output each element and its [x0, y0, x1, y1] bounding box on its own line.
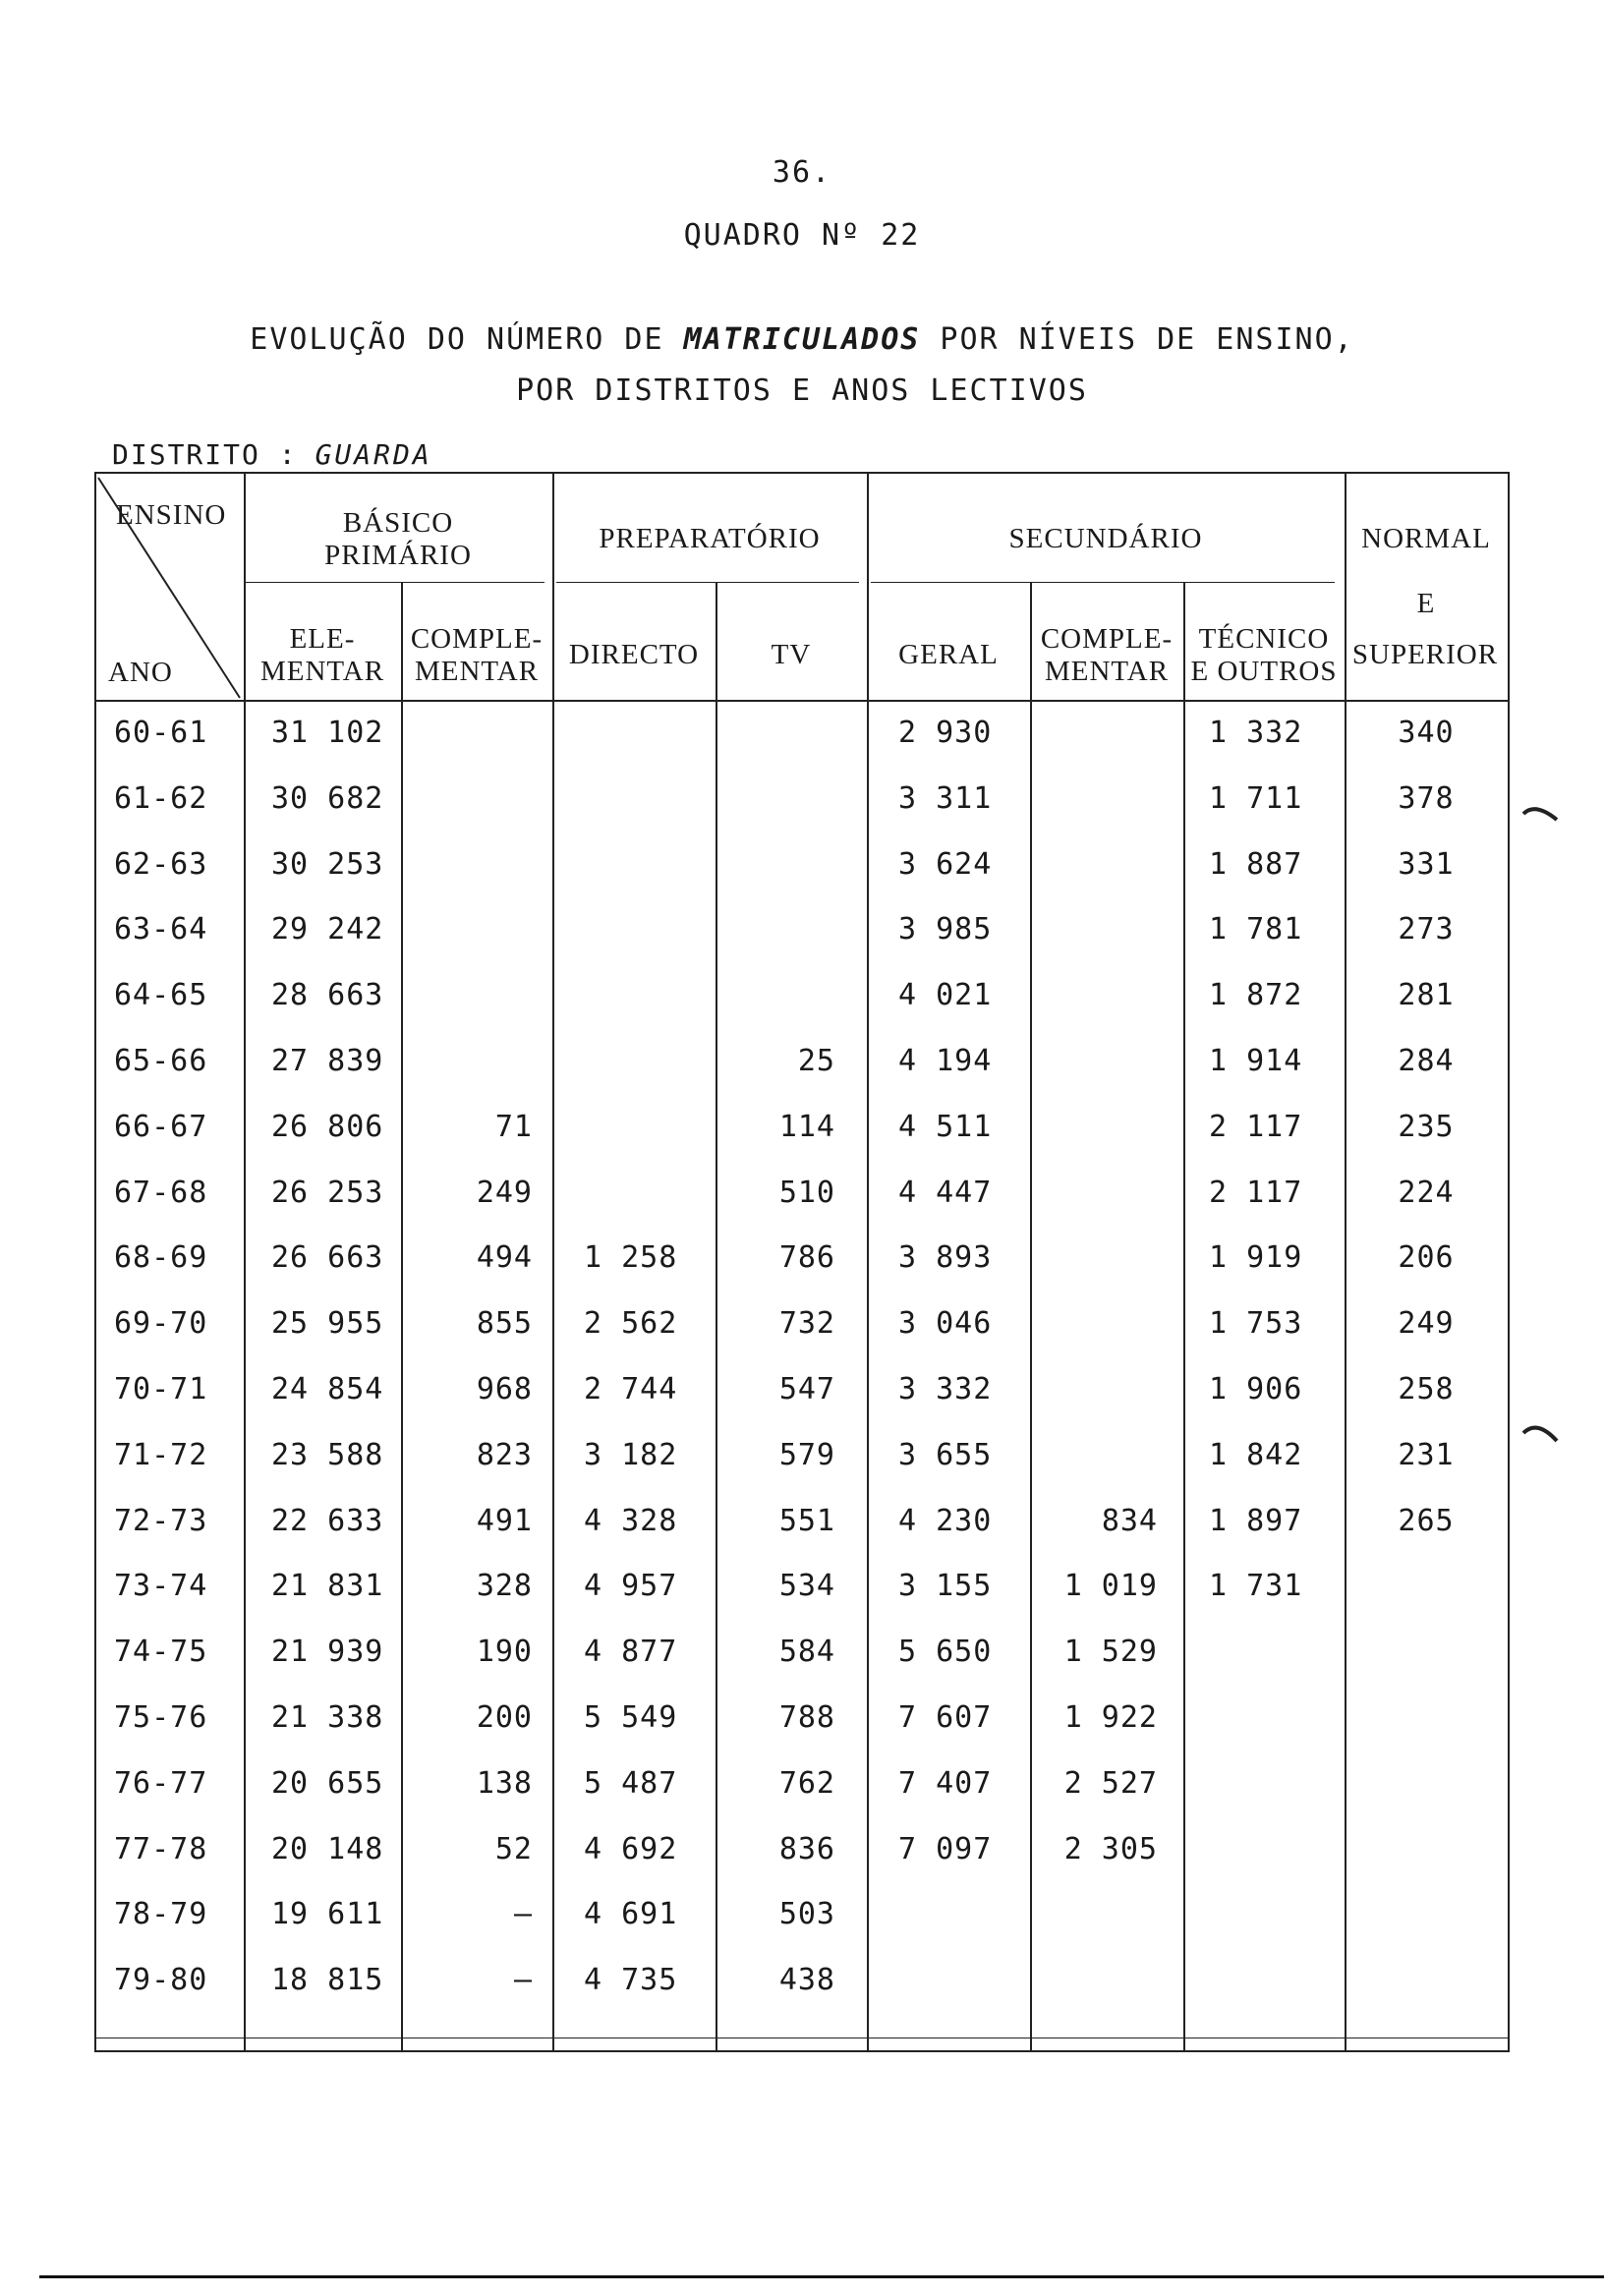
- cell-tv: 732: [778, 1306, 835, 1341]
- scan-mark-2: [1521, 1417, 1561, 1447]
- cell-directo: 4 691: [584, 1897, 678, 1931]
- cell-elementar: 18 815: [271, 1963, 384, 1997]
- cell-ano: 61-62: [114, 781, 208, 816]
- cell-sec-complementar: [1030, 1436, 1158, 1475]
- cell-elementar: 19 611: [271, 1897, 384, 1931]
- header-tecnico-line2: E OUTROS: [1190, 656, 1338, 687]
- cell-directo: [584, 976, 712, 1015]
- cell-directo: 4 328: [584, 1504, 678, 1538]
- header-basico-line1: BÁSICO: [342, 507, 454, 539]
- cell-directo: 4 957: [584, 1569, 678, 1603]
- cell-sec-complementar: 834: [1101, 1504, 1158, 1538]
- cell-elementar: 26 806: [271, 1110, 384, 1144]
- col-rule-0: [94, 472, 96, 2052]
- header-secundario: SECUNDÁRIO: [1008, 523, 1203, 554]
- cell-ano: 63-64: [114, 912, 208, 947]
- cell-sec-complementar: [1030, 1370, 1158, 1409]
- cell-sec-complementar: 1 019: [1063, 1569, 1158, 1603]
- cell-elementar: 20 655: [271, 1766, 384, 1801]
- cell-ano: 72-73: [114, 1504, 208, 1538]
- cell-elementar: 21 338: [271, 1700, 384, 1735]
- cell-complementar: 823: [476, 1438, 533, 1472]
- cell-tv: 114: [778, 1110, 835, 1144]
- cell-sec-complementar: [1030, 714, 1158, 753]
- cell-tv: 25: [797, 1044, 835, 1078]
- header-elementar: [244, 623, 401, 688]
- header-preparatorio: PREPARATÓRIO: [599, 523, 821, 554]
- cell-geral: [898, 1961, 1026, 2000]
- header-complementar-line2: MENTAR: [414, 656, 540, 687]
- cell-ano: 71-72: [114, 1438, 208, 1472]
- cell-tv: [716, 910, 835, 949]
- cell-tecnico: 1 919: [1209, 1240, 1303, 1275]
- cell-geral: 3 624: [898, 847, 993, 882]
- cell-geral: 3 332: [898, 1372, 993, 1406]
- district-line: [112, 438, 432, 471]
- table-title-line-2: POR DISTRITOS E ANOS LECTIVOS: [516, 373, 1088, 408]
- header-basico-primario: [244, 507, 552, 572]
- cell-complementar: 855: [476, 1306, 533, 1341]
- cell-sec-complementar: 1 529: [1063, 1635, 1158, 1669]
- cell-ano: 78-79: [114, 1897, 208, 1931]
- cell-tv: 584: [778, 1635, 835, 1669]
- header-elementar-line2: MENTAR: [259, 656, 385, 687]
- cell-tecnico: 1 897: [1209, 1504, 1303, 1538]
- cell-directo: 1 258: [584, 1240, 678, 1275]
- cell-elementar: 23 588: [271, 1438, 384, 1472]
- cell-normal: 249: [1398, 1306, 1455, 1341]
- cell-tv: [716, 779, 835, 819]
- cell-ano: 68-69: [114, 1240, 208, 1275]
- cell-tv: [716, 714, 835, 753]
- cell-ano: 67-68: [114, 1176, 208, 1210]
- header-geral: GERAL: [898, 639, 999, 670]
- cell-directo: [584, 779, 712, 819]
- title-prefix: EVOLUÇÃO DO NÚMERO DE: [250, 322, 684, 357]
- cell-tecnico: 1 906: [1209, 1372, 1303, 1406]
- cell-geral: 4 511: [898, 1110, 993, 1144]
- header-complementar: [401, 623, 552, 688]
- header-complementar-line1: COMPLE-: [410, 623, 544, 655]
- cell-complementar: [401, 976, 533, 1015]
- cell-tecnico: 1 872: [1209, 978, 1303, 1012]
- cell-complementar: [401, 1042, 533, 1081]
- cell-directo: 2 744: [584, 1372, 678, 1406]
- cell-complementar: —: [513, 1897, 533, 1931]
- cell-ano: 73-74: [114, 1569, 208, 1603]
- cell-elementar: 21 939: [271, 1635, 384, 1669]
- cell-tv: [716, 976, 835, 1015]
- cell-ano: 69-70: [114, 1306, 208, 1341]
- cell-elementar: 22 633: [271, 1504, 384, 1538]
- cell-elementar: 21 831: [271, 1569, 384, 1603]
- cell-normal: 340: [1398, 716, 1455, 750]
- cell-complementar: 328: [476, 1569, 533, 1603]
- cell-geral: 7 607: [898, 1700, 993, 1735]
- cell-normal: 378: [1398, 781, 1455, 816]
- header-superior: SUPERIOR: [1351, 639, 1499, 670]
- cell-ano: 70-71: [114, 1372, 208, 1406]
- table-number: QUADRO Nº 22: [683, 218, 921, 253]
- cell-ano: 64-65: [114, 978, 208, 1012]
- cell-directo: [584, 714, 712, 753]
- cell-elementar: 30 682: [271, 781, 384, 816]
- cell-tv: 762: [778, 1766, 835, 1801]
- cell-normal: 206: [1398, 1240, 1455, 1275]
- cell-complementar: —: [513, 1963, 533, 1997]
- cell-sec-complementar: [1030, 1961, 1158, 2000]
- cell-elementar: 29 242: [271, 912, 384, 947]
- header-sec-complementar-line1: COMPLE-: [1040, 623, 1174, 655]
- cell-normal: [1345, 1961, 1508, 2000]
- cell-sec-complementar: [1030, 1042, 1158, 1081]
- cell-ano: 62-63: [114, 847, 208, 882]
- page-number: 36.: [772, 155, 832, 190]
- cell-geral: 7 097: [898, 1832, 993, 1866]
- cell-normal: 284: [1398, 1044, 1455, 1078]
- cell-normal: 231: [1398, 1438, 1455, 1472]
- cell-directo: [584, 1108, 712, 1147]
- cell-complementar: 491: [476, 1504, 533, 1538]
- cell-tecnico: 2 117: [1209, 1110, 1303, 1144]
- cell-sec-complementar: [1030, 910, 1158, 949]
- cell-directo: 5 487: [584, 1766, 678, 1801]
- cell-sec-complementar: [1030, 1174, 1158, 1213]
- cell-elementar: 27 839: [271, 1044, 384, 1078]
- cell-sec-complementar: 1 922: [1063, 1700, 1158, 1735]
- cell-ano: 77-78: [114, 1832, 208, 1866]
- col-rule-1: [244, 472, 246, 2052]
- cell-geral: 3 893: [898, 1240, 993, 1275]
- cell-tecnico: [1209, 1895, 1343, 1934]
- header-basico-line2: PRIMÁRIO: [324, 540, 472, 571]
- cell-complementar: 968: [476, 1372, 533, 1406]
- cell-complementar: 200: [476, 1700, 533, 1735]
- header-e: E: [1416, 588, 1436, 619]
- header-ensino: ENSINO: [116, 499, 227, 531]
- cell-tecnico: 1 731: [1209, 1569, 1303, 1603]
- cell-ano: 79-80: [114, 1963, 208, 1997]
- cell-directo: [584, 845, 712, 885]
- cell-tecnico: [1209, 1764, 1343, 1804]
- cell-geral: 3 046: [898, 1306, 993, 1341]
- col-rule-3: [552, 472, 554, 2052]
- cell-normal: [1345, 1698, 1508, 1738]
- cell-directo: [584, 910, 712, 949]
- cell-tecnico: 1 842: [1209, 1438, 1303, 1472]
- cell-tv: 534: [778, 1569, 835, 1603]
- cell-tecnico: 1 332: [1209, 716, 1303, 750]
- cell-normal: 281: [1398, 978, 1455, 1012]
- cell-ano: 60-61: [114, 716, 208, 750]
- header-elementar-line1: ELE-: [289, 623, 356, 655]
- cell-geral: 5 650: [898, 1635, 993, 1669]
- cell-sec-complementar: [1030, 1895, 1158, 1934]
- cell-tv: 788: [778, 1700, 835, 1735]
- table-title-line-1: [0, 322, 1604, 357]
- cell-tecnico: 1 781: [1209, 912, 1303, 947]
- cell-ano: 74-75: [114, 1635, 208, 1669]
- cell-geral: 3 985: [898, 912, 993, 947]
- cell-normal: [1345, 1830, 1508, 1869]
- cell-tecnico: [1209, 1633, 1343, 1672]
- scan-mark-1: [1521, 798, 1561, 824]
- cell-tv: 579: [778, 1438, 835, 1472]
- cell-normal: 224: [1398, 1176, 1455, 1210]
- table-top-rule: [94, 472, 1510, 474]
- cell-tv: 551: [778, 1504, 835, 1538]
- header-sec-complementar-line2: MENTAR: [1044, 656, 1170, 687]
- cell-elementar: 30 253: [271, 847, 384, 882]
- cell-tv: 438: [778, 1963, 835, 1997]
- cell-geral: 4 021: [898, 978, 993, 1012]
- cell-complementar: [401, 910, 533, 949]
- cell-tecnico: [1209, 1961, 1343, 2000]
- cell-directo: [584, 1174, 712, 1213]
- cell-complementar: [401, 779, 533, 819]
- cell-tecnico: 1 914: [1209, 1044, 1303, 1078]
- cell-tecnico: 1 887: [1209, 847, 1303, 882]
- cell-geral: 4 230: [898, 1504, 993, 1538]
- scan-mark-2-stroke: [1523, 1428, 1557, 1441]
- cell-normal: 258: [1398, 1372, 1455, 1406]
- cell-geral: 3 311: [898, 781, 993, 816]
- header-tv: TV: [771, 639, 812, 670]
- header-rule-secundario: [871, 582, 1335, 583]
- cell-tv: 786: [778, 1240, 835, 1275]
- cell-tecnico: 1 711: [1209, 781, 1303, 816]
- cell-normal: 273: [1398, 912, 1455, 947]
- cell-complementar: 138: [476, 1766, 533, 1801]
- title-emphasis: MATRICULADOS: [683, 322, 921, 357]
- cell-ano: 76-77: [114, 1766, 208, 1801]
- cell-normal: 235: [1398, 1110, 1455, 1144]
- cell-tv: 547: [778, 1372, 835, 1406]
- cell-sec-complementar: [1030, 1108, 1158, 1147]
- cell-geral: [898, 1895, 1026, 1934]
- page-bottom-rule: [39, 2275, 1604, 2278]
- cell-geral: 2 930: [898, 716, 993, 750]
- cell-directo: 5 549: [584, 1700, 678, 1735]
- cell-elementar: 20 148: [271, 1832, 384, 1866]
- cell-normal: [1345, 1764, 1508, 1804]
- header-normal: NORMAL: [1361, 523, 1491, 554]
- cell-geral: 7 407: [898, 1766, 993, 1801]
- cell-sec-complementar: [1030, 1304, 1158, 1344]
- cell-complementar: 494: [476, 1240, 533, 1275]
- cell-normal: 265: [1398, 1504, 1455, 1538]
- scan-mark-1-stroke: [1523, 809, 1557, 820]
- district-value: GUARDA: [315, 438, 432, 471]
- cell-complementar: [401, 845, 533, 885]
- cell-elementar: 31 102: [271, 716, 384, 750]
- cell-tecnico: [1209, 1830, 1343, 1869]
- header-directo: DIRECTO: [568, 639, 700, 670]
- cell-sec-complementar: [1030, 845, 1158, 885]
- header-bottom-rule: [94, 700, 1510, 702]
- cell-sec-complementar: 2 527: [1063, 1766, 1158, 1801]
- cell-sec-complementar: 2 305: [1063, 1832, 1158, 1866]
- cell-geral: 4 194: [898, 1044, 993, 1078]
- header-rule-preparatorio: [556, 582, 859, 583]
- cell-normal: [1345, 1895, 1508, 1934]
- cell-directo: 3 182: [584, 1438, 678, 1472]
- cell-normal: 331: [1398, 847, 1455, 882]
- cell-ano: 66-67: [114, 1110, 208, 1144]
- cell-tv: 510: [778, 1176, 835, 1210]
- cell-elementar: 26 663: [271, 1240, 384, 1275]
- cell-tecnico: [1209, 1698, 1343, 1738]
- cell-complementar: [401, 714, 533, 753]
- cell-elementar: 26 253: [271, 1176, 384, 1210]
- header-tecnico-line1: TÉCNICO: [1198, 623, 1330, 655]
- cell-directo: 4 877: [584, 1635, 678, 1669]
- cell-directo: [584, 1042, 712, 1081]
- cell-complementar: 71: [494, 1110, 533, 1144]
- cell-directo: 4 692: [584, 1832, 678, 1866]
- cell-tv: 503: [778, 1897, 835, 1931]
- cell-complementar: 190: [476, 1635, 533, 1669]
- cell-elementar: 24 854: [271, 1372, 384, 1406]
- cell-tv: [716, 845, 835, 885]
- cell-complementar: 249: [476, 1176, 533, 1210]
- district-label: DISTRITO :: [112, 438, 298, 471]
- cell-sec-complementar: [1030, 1238, 1158, 1278]
- enrolment-table: [94, 472, 1510, 2060]
- table-bottom-rule: [94, 2050, 1510, 2052]
- header-tecnico: [1183, 623, 1345, 688]
- header-sec-complementar: [1030, 623, 1183, 688]
- cell-directo: 4 735: [584, 1963, 678, 1997]
- cell-normal: [1345, 1567, 1508, 1606]
- cell-elementar: 28 663: [271, 978, 384, 1012]
- header-rule-basico: [244, 582, 544, 583]
- cell-sec-complementar: [1030, 779, 1158, 819]
- cell-tecnico: 2 117: [1209, 1176, 1303, 1210]
- cell-geral: 3 655: [898, 1438, 993, 1472]
- cell-directo: 2 562: [584, 1306, 678, 1341]
- cell-sec-complementar: [1030, 976, 1158, 1015]
- cell-tv: 836: [778, 1832, 835, 1866]
- cell-geral: 3 155: [898, 1569, 993, 1603]
- cell-tecnico: 1 753: [1209, 1306, 1303, 1341]
- cell-ano: 65-66: [114, 1044, 208, 1078]
- title-suffix: POR NÍVEIS DE ENSINO,: [920, 322, 1354, 357]
- cell-ano: 75-76: [114, 1700, 208, 1735]
- col-rule-9: [1508, 472, 1510, 2052]
- col-rule-5: [867, 472, 869, 2052]
- header-ano: ANO: [108, 657, 173, 688]
- cell-elementar: 25 955: [271, 1306, 384, 1341]
- cell-normal: [1345, 1633, 1508, 1672]
- cell-complementar: 52: [494, 1832, 533, 1866]
- cell-geral: 4 447: [898, 1176, 993, 1210]
- col-rule-7: [1183, 582, 1185, 2052]
